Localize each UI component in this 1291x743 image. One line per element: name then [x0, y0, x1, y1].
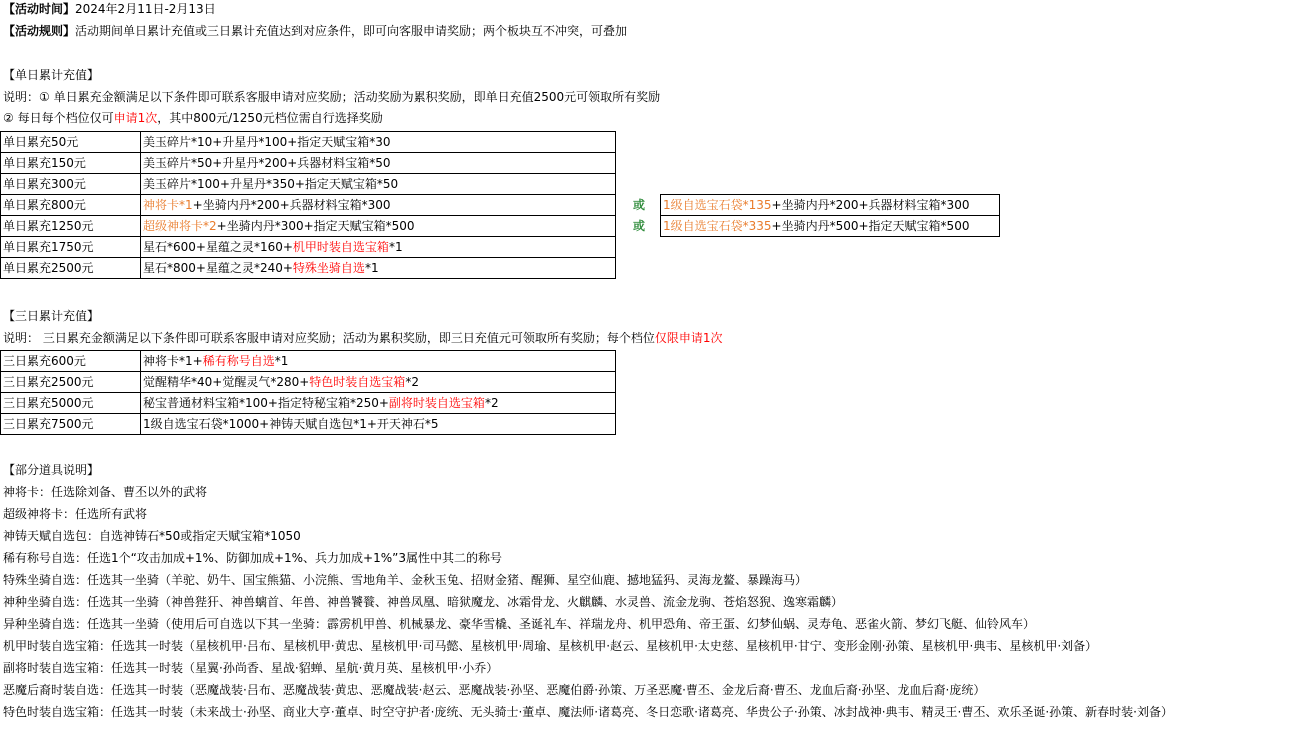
table-row: [1, 414, 616, 435]
tier-cell: 单日累充800元: [1, 195, 141, 216]
reward-cell: 美玉碎片*10+升星丹*100+指定天赋宝箱*30: [141, 132, 616, 153]
tier-cell: 单日累充1750元: [1, 237, 141, 258]
daily-section-title: 【单日累计充值】: [3, 68, 100, 82]
reward-post: *1: [274, 354, 289, 368]
reward-pre: 觉醒精华*40+觉醒灵气*280+: [143, 375, 310, 389]
item-description: 特色时装自选宝箱：任选其一时装（未来战士·孙坚、商业大亨·董卓、时空守护者·庞统、无头骑士·董卓、魔法师·诸葛亮、冬日恋歌·诸葛亮、华贵公子·孙策、冰封战神·典韦、精灵王·曹丕、欢乐圣诞·孙策、新春时装·刘备）: [3, 705, 1173, 719]
tier-cell: 单日累充2500元: [1, 258, 141, 279]
daily-note-2-highlight: 申请1次: [113, 111, 158, 125]
table-row: [1, 195, 1000, 216]
three-day-note-pre: 说明： 三日累充金额满足以下条件即可联系客服申请对应奖励；活动为累积奖励，即三日充值元可领取所有奖励；每个档位: [3, 331, 655, 345]
items-section-title: 【部分道具说明】: [3, 463, 100, 477]
reward-cell: [141, 258, 616, 279]
activity-rule-line: [3, 22, 627, 40]
table-row: [1, 258, 1000, 279]
tier-cell: 三日累充2500元: [1, 372, 141, 393]
reward-pre: 星石*600+星蕴之灵*160+: [143, 240, 293, 254]
reward-highlight: 特色时装自选宝箱: [309, 375, 406, 389]
or-label: 或: [632, 198, 645, 212]
item-description: 异种坐骑自选：任选其一坐骑（使用后可自选以下其一坐骑：霹雳机甲兽、机械暴龙、豪华雪橇、圣诞礼车、祥瑞龙舟、机甲恐角、帝王蛋、幻梦仙蜗、灵寿龟、恶雀火箭、梦幻飞艇、仙铃风车）: [3, 617, 1036, 631]
tier-cell: 单日累充300元: [1, 174, 141, 195]
tier-cell: 三日累充7500元: [1, 414, 141, 435]
reward-highlight: 特殊坐骑自选: [292, 261, 365, 275]
reward-pre: 1级自选宝石袋*1000+神铸天赋自选包*1+开天神石*5: [143, 417, 439, 431]
daily-note-2: [3, 109, 383, 127]
reward-highlight: 1级自选宝石袋*135: [663, 198, 772, 212]
reward-rest: +坐骑内丹*200+兵器材料宝箱*300: [192, 198, 391, 212]
reward-cell: 美玉碎片*50+升星丹*200+兵器材料宝箱*50: [141, 153, 616, 174]
reward-cell: [141, 393, 616, 414]
daily-note-1: 说明：① 单日累充金额满足以下条件即可联系客服申请对应奖励；活动奖励为累积奖励，即单日充值2500元可领取所有奖励: [3, 90, 661, 104]
table-row: [1, 216, 1000, 237]
table-row: [1, 132, 1000, 153]
reward-option-b: [661, 216, 1000, 237]
reward-cell: [141, 372, 616, 393]
item-description: 神铸天赋自选包：自选神铸石*50或指定天赋宝箱*1050: [3, 529, 301, 543]
reward-option-a: [141, 216, 616, 237]
item-description: 稀有称号自选：任选1个“攻击加成+1%、防御加成+1%、兵力加成+1%”3属性中其二的称号: [3, 551, 502, 565]
item-description: 机甲时装自选宝箱：任选其一时装（星核机甲·吕布、星核机甲·黄忠、星核机甲·司马懿、星核机甲·周瑜、星核机甲·赵云、星核机甲·太史慈、星核机甲·甘宁、变形金刚·孙策、星核机甲·典韦、星核机甲·刘备）: [3, 639, 1098, 653]
reward-post: *2: [405, 375, 419, 389]
activity-rule-value: 活动期间单日累计充值或三日累计充值达到对应条件，即可向客服申请奖励；两个板块互不冲突，可叠加: [75, 24, 628, 38]
reward-post: *1: [388, 240, 403, 254]
item-description: 超级神将卡：任选所有武将: [3, 507, 148, 521]
table-row: [1, 153, 1000, 174]
item-description: 恶魔后裔时装自选：任选其一时装（恶魔战装·吕布、恶魔战装·黄忠、恶魔战装·赵云、恶魔战装·孙坚、恶魔伯爵·孙策、万圣恶魔·曹丕、金龙后裔·曹丕、龙血后裔·孙坚、龙血后裔·庞统）: [3, 683, 986, 697]
daily-note-2-post: ，其中800元/1250元档位需自行选择奖励: [157, 111, 383, 125]
reward-cell: 美玉碎片*100+升星丹*350+指定天赋宝箱*50: [141, 174, 616, 195]
three-day-reward-table: [0, 350, 616, 435]
three-day-note-highlight: 仅限申请1次: [654, 331, 723, 345]
reward-rest: +坐骑内丹*200+兵器材料宝箱*300: [771, 198, 970, 212]
tier-cell: 三日累充600元: [1, 351, 141, 372]
reward-cell: [141, 414, 616, 435]
daily-reward-table: [0, 131, 1000, 279]
three-day-note: [3, 329, 722, 347]
activity-rule-label: 【活动规则】: [3, 24, 76, 38]
reward-cell: [141, 237, 616, 258]
activity-time-line: [3, 0, 216, 18]
table-row: [1, 174, 1000, 195]
item-description: 神种坐骑自选：任选其一坐骑（神兽狴犴、神兽螭首、年兽、神兽饕餮、神兽凤凰、暗狱魔龙、冰霜骨龙、火麒麟、水灵兽、流金龙驹、苍焰怒猊、逸寒霜麟）: [3, 595, 844, 609]
item-description: 神将卡：任选除刘备、曹丕以外的武将: [3, 485, 208, 499]
table-row: [1, 372, 616, 393]
tier-cell: 三日累充5000元: [1, 393, 141, 414]
three-day-section-title: 【三日累计充值】: [3, 309, 100, 323]
reward-pre: 神将卡*1+: [143, 354, 203, 368]
reward-rest: +坐骑内丹*500+指定天赋宝箱*500: [771, 219, 970, 233]
activity-time-value: 2024年2月11日-2月13日: [75, 2, 216, 16]
activity-time-label: 【活动时间】: [3, 2, 76, 16]
table-row: [1, 393, 616, 414]
reward-highlight: 机甲时装自选宝箱: [292, 240, 389, 254]
reward-highlight: 稀有称号自选: [202, 354, 275, 368]
reward-highlight: 副将时装自选宝箱: [388, 396, 485, 410]
tier-cell: 单日累充50元: [1, 132, 141, 153]
table-row: [1, 237, 1000, 258]
reward-post: *2: [484, 396, 499, 410]
reward-cell: [141, 351, 616, 372]
item-description: 副将时装自选宝箱：任选其一时装（星翼·孙尚香、星战·貂蝉、星航·黄月英、星核机甲·小乔）: [3, 661, 499, 675]
reward-pre: 星石*800+星蕴之灵*240+: [143, 261, 293, 275]
reward-rest: +坐骑内丹*300+指定天赋宝箱*500: [216, 219, 415, 233]
reward-option-b: [661, 195, 1000, 216]
item-description: 特殊坐骑自选：任选其一坐骑（羊驼、奶牛、国宝熊猫、小浣熊、雪地角羊、金秋玉兔、招财金猪、醒狮、星空仙鹿、撼地猛犸、灵海龙鳌、暴躁海马）: [3, 573, 808, 587]
reward-highlight: 1级自选宝石袋*335: [663, 219, 772, 233]
reward-highlight: 神将卡*1: [143, 198, 193, 212]
or-label: 或: [632, 219, 645, 233]
reward-highlight: 超级神将卡*2: [143, 219, 217, 233]
table-row: [1, 351, 616, 372]
tier-cell: 单日累充1250元: [1, 216, 141, 237]
tier-cell: 单日累充150元: [1, 153, 141, 174]
daily-note-2-pre: ② 每日每个档位仅可: [3, 111, 114, 125]
reward-post: *1: [364, 261, 379, 275]
reward-pre: 秘宝普通材料宝箱*100+指定特秘宝箱*250+: [143, 396, 389, 410]
reward-option-a: [141, 195, 616, 216]
